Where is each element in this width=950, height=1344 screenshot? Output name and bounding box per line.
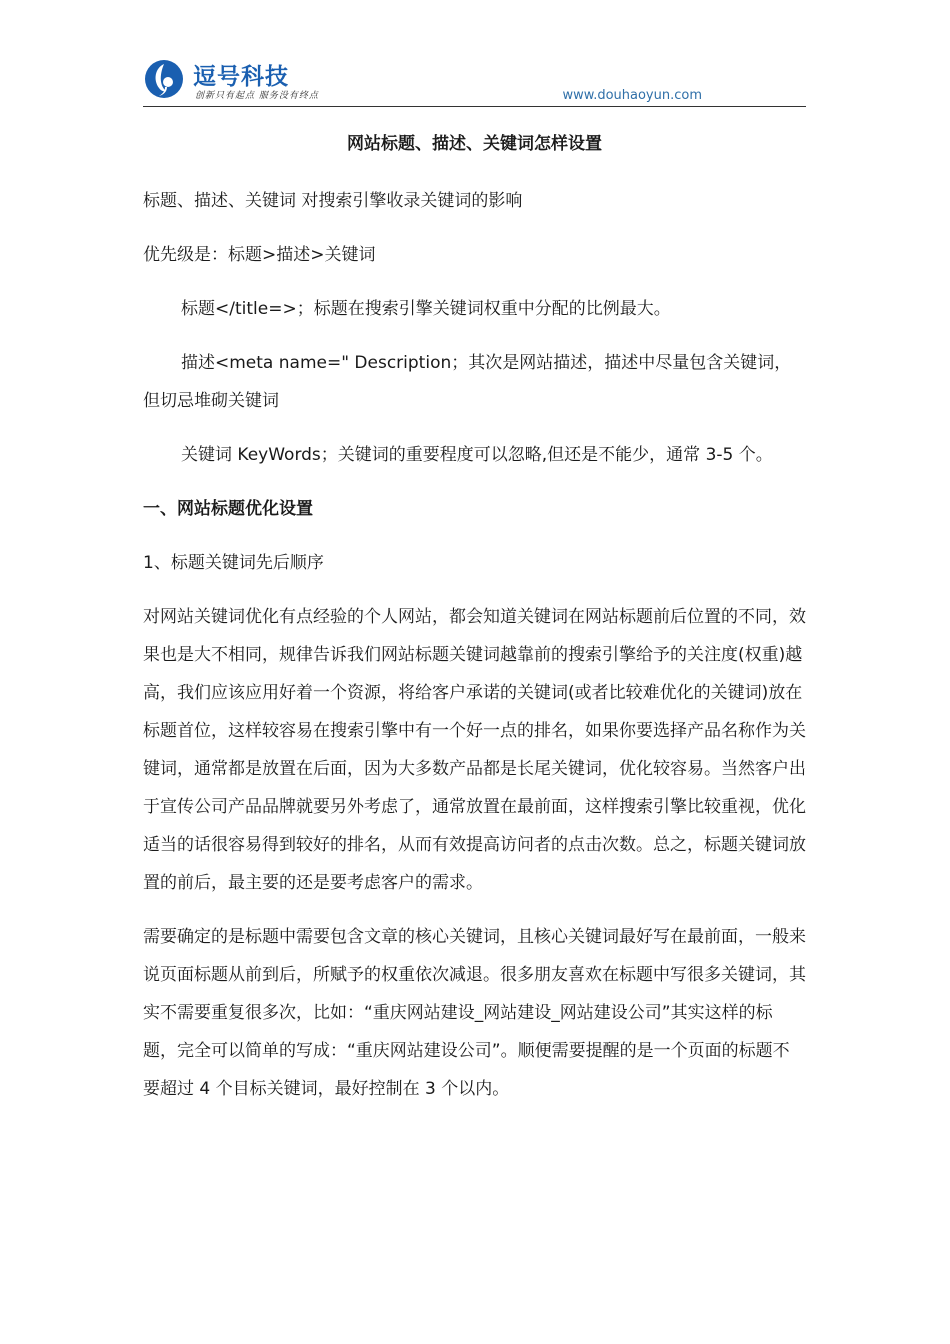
- title-note: 标题</title=>；标题在搜索引擎关键词权重中分配的比例最大。: [181, 299, 671, 319]
- priority-line: 优先级是：标题>描述>关键词: [143, 245, 376, 265]
- page-header: [143, 56, 806, 106]
- description-note: 描述<meta name=" Description；其次是网站描述，描述中尽量包含关键词，但切忌堆砌关键词: [143, 353, 792, 411]
- document-body: [143, 128, 806, 1108]
- site-url: www.douhaoyun.com: [562, 88, 702, 103]
- header-divider: [143, 106, 806, 107]
- body-paragraph-2: 需要确定的是标题中需要包含文章的核心关键词，且核心关键词最好写在最前面，一般来说页面标题从前到后，所赋予的权重依次减退。很多朋友喜欢在标题中写很多关键词，其实不需要重复很多次，比如：“重庆网站建设_网站建设_网站建设公司”其实这样的标题，完全可以简单的写成：“重庆网站建设公司”。顺便需要提醒的是一个页面的标题不要超过 4 个目标关键词，最好控制在 3 个以内。: [143, 927, 806, 1099]
- company-logo: [143, 56, 323, 102]
- section-heading: 一、网站标题优化设置: [143, 499, 313, 519]
- body-paragraph-1: 对网站关键词优化有点经验的个人网站，都会知道关键词在网站标题前后位置的不同，效果也是大不相同，规律告诉我们网站标题关键词越靠前的搜索引擎给予的关注度(权重)越高，我们应该应用好着一个资源，将给客户承诺的关键词(或者比较难优化的关键词)放在标题首位，这样较容易在搜索引擎中有一个好一点的排名，如果你要选择产品名称作为关键词，通常都是放置在后面，因为大多数产品都是长尾关键词，优化较容易。当然客户出于宣传公司产品品牌就要另外考虑了，通常放置在最前面，这样搜索引擎比较重视，优化适当的话很容易得到较好的排名，从而有效提高访问者的点击次数。总之，标题关键词放置的前后，最主要的还是要考虑客户的需求。: [143, 607, 806, 893]
- logo-slogan: 创新只有起点 服务没有终点: [195, 91, 319, 101]
- keywords-note: 关键词 KeyWords；关键词的重要程度可以忽略,但还是不能少，通常 3-5 个。: [181, 445, 773, 465]
- document-title: 网站标题、描述、关键词怎样设置: [347, 134, 602, 154]
- intro-line: 标题、描述、关键词 对搜索引擎收录关键词的影响: [143, 191, 523, 211]
- logo-mark-icon: [143, 58, 185, 100]
- subsection-heading: 1、标题关键词先后顺序: [143, 553, 324, 573]
- logo-text: 逗号科技: [193, 64, 289, 90]
